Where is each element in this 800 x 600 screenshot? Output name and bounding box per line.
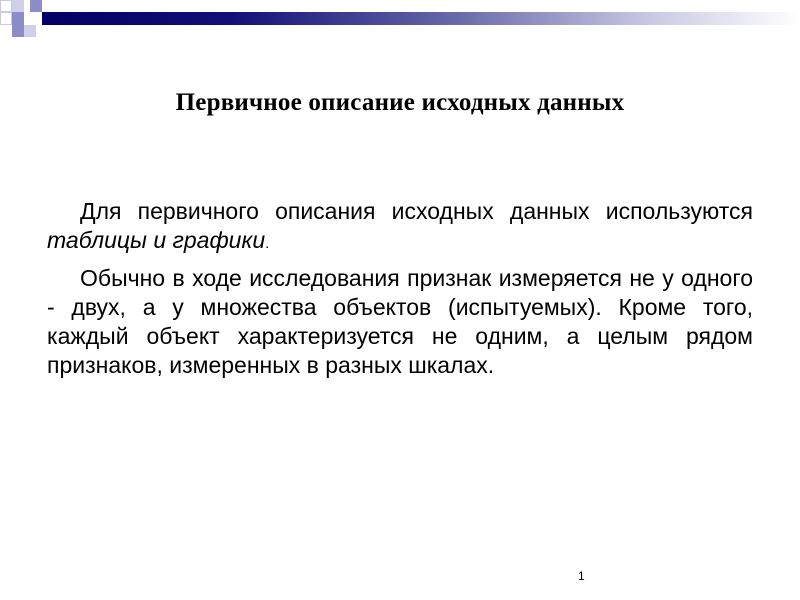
page-number: 1 (578, 569, 585, 583)
decorative-square (12, 25, 24, 37)
slide-title: Первичное описание исходных данных (175, 89, 625, 116)
decorative-square (12, 0, 24, 12)
decorative-square (24, 25, 36, 37)
decorative-square (0, 12, 12, 25)
decorative-square (12, 12, 24, 25)
paragraph-1-end: . (265, 235, 270, 252)
decorative-square (0, 0, 12, 12)
slide-body (47, 197, 753, 386)
paragraph-1-emphasis: таблицы и графики (47, 227, 266, 253)
slide-header-decoration (0, 0, 800, 38)
paragraph-2: Обычно в ходе исследования признак измеряется не у одного - двух, а у множества объектов (испытуемых). Кроме того, каждый объект характеризуется не одним, а целым рядом признаков, измеренных в разных шкалах. (47, 265, 753, 378)
paragraph-1-text: Для первичного описания исходных данных используются (80, 198, 753, 224)
decorative-square (30, 0, 42, 12)
header-gradient-bar (42, 12, 800, 25)
paragraph-1 (47, 197, 753, 258)
